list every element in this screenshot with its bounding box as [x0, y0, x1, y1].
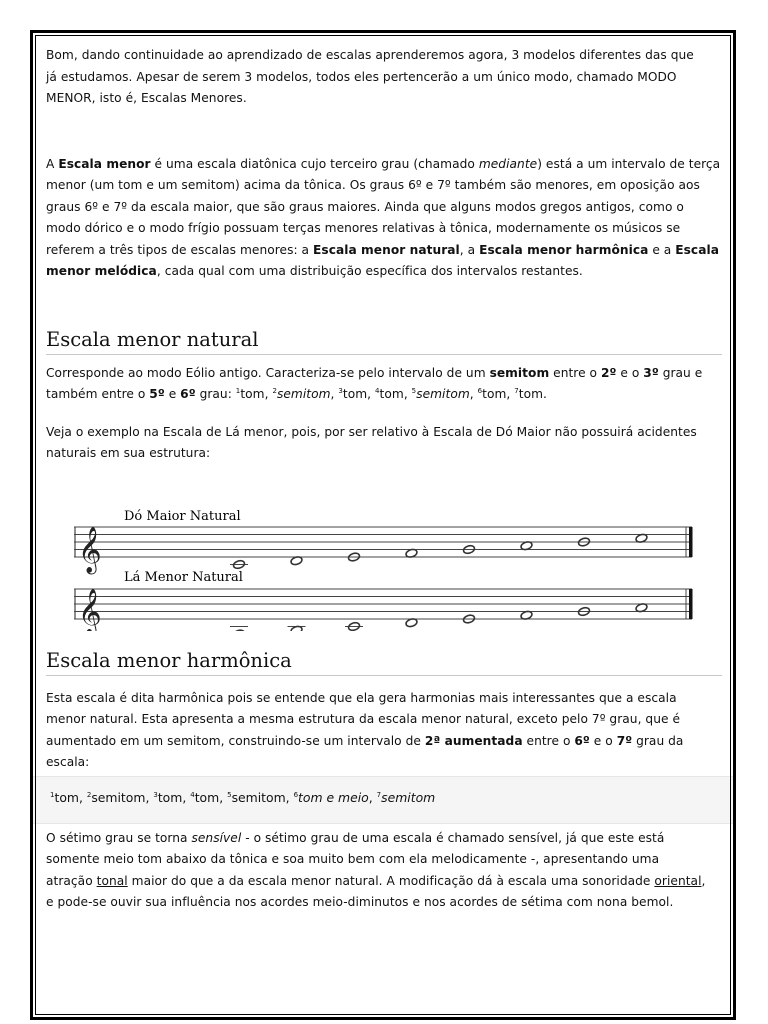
- definition-paragraph: A Escala menor é uma escala diatônica cujo terceiro grau (chamado mediante) está a um intervalo de terça menor (um tom e um semitom) acima da tônica. Os graus 6º e 7º também são menores, em oposição aos graus 6º e 7º da escala maior, que são graus maiores. Ainda que alguns modos gregos antigos, como o modo dórico e o modo frígio possuam terças menores relativas à tônica, modernamente os músicos se referem a três tipos de escalas menores: a Escala menor natural, a Escala menor harmônica e a Escala menor melódica, cada qual com uma distribuição específica dos intervalos restantes.: [46, 156, 721, 278]
- whole-note: [233, 628, 246, 630]
- step-interval: tom: [518, 387, 544, 401]
- step-interval: tom: [157, 789, 183, 805]
- step-number: 1: [50, 790, 55, 799]
- step-interval: tom e meio: [298, 789, 369, 805]
- step-number: 6: [477, 386, 483, 395]
- harmonic-heading: Escala menor harmônica: [46, 649, 722, 676]
- step-interval: tom: [342, 387, 368, 401]
- sensitive-paragraph: O sétimo grau se torna sensível - o sétimo grau de uma escala é chamado sensível, já que este está somente meio tom abaixo da tônica e soa muito bem com ela melodicamente -, apresentando uma atração tonal maior do que a da escala menor natural. A modificação dá à escala uma sonoridade oriental, e pode-se ouvir sua influência nos acordes meio-diminutos e nos acordes de sétima com nona bemol.: [46, 830, 706, 909]
- natural-heading: Escala menor natural: [46, 328, 722, 355]
- step-interval: tom: [379, 387, 404, 401]
- treble-clef-icon: 𝄞: [78, 588, 102, 631]
- step-interval: semitom: [231, 789, 286, 805]
- step-number: 7: [514, 386, 519, 395]
- document-content: [46, 45, 722, 914]
- harmonic-step-list: $^1$tom, $^2$semitom, $^3$tom, $^4$tom, $^5$semitom, $^6$tom e meio, $^7$semitom: [50, 789, 436, 805]
- natural-step-list: $^1$tom, $^2$semitom, $^3$tom, $^4$tom, $^5$semitom, $^6$tom, $^7$tom.: [235, 386, 547, 401]
- step-number: 4: [190, 790, 195, 799]
- intro-paragraph: Bom, dando continuidade ao aprendizado de escalas aprenderemos agora, 3 modelos diferentes das que já estudamos. Apesar de serem 3 modelos, todos eles pertencerão a um único modo, chamado MODO MENOR, isto é, Escalas Menores.: [46, 48, 694, 105]
- step-number: 7: [376, 790, 382, 799]
- harmonic-step-box: [33, 776, 733, 824]
- whole-note: [290, 625, 303, 631]
- harmonic-paragraph: Esta escala é dita harmônica pois se entende que ela gera harmonias mais interessantes que a escala menor natural. Esta apresenta a mesma estrutura da escala menor natural, exceto pelo 7º grau, que é aumentado em um semitom, construindo-se um intervalo de 2ª aumentada entre o 6º e o 7º grau da escala:: [46, 690, 684, 769]
- natural-paragraph: Corresponde ao modo Eólio antigo. Caracteriza-se pelo intervalo de um semitom entre o 2º e o 3º grau e também entre o 5º e 6º grau: $^1$tom, $^2$semitom, $^3$tom, $^4$tom, $^5$semitom, $^6$tom, $^7$tom.: [46, 365, 703, 401]
- step-number: 4: [375, 386, 380, 395]
- step-number: 2: [272, 386, 277, 395]
- step-number: 5: [411, 386, 417, 395]
- example-paragraph: Veja o exemplo na Escala de Lá menor, pois, por ser relativo à Escala de Dó Maior não possuirá acidentes naturais em sua estrutura:: [46, 424, 697, 460]
- staff2: [74, 589, 693, 631]
- final-thick-barline: [689, 527, 693, 557]
- step-number: 2: [86, 790, 92, 799]
- step-interval: tom: [240, 387, 265, 401]
- step-interval: semitom: [381, 789, 436, 805]
- step-number: 3: [338, 386, 343, 395]
- treble-clef-icon: 𝄞: [78, 526, 102, 573]
- step-number: 6: [293, 790, 299, 799]
- staff1: [74, 527, 693, 575]
- staff2-label: Lá Menor Natural: [124, 569, 243, 585]
- step-interval: semitom: [276, 387, 331, 401]
- step-number: 1: [235, 386, 241, 395]
- page-frame: [30, 30, 736, 1020]
- step-number: 5: [227, 790, 232, 799]
- music-example: [74, 501, 694, 631]
- step-interval: semitom: [91, 789, 146, 805]
- staff1-label: Dó Maior Natural: [124, 508, 241, 524]
- step-number: 3: [153, 790, 158, 799]
- staff-notation: [74, 501, 704, 631]
- step-interval: tom: [54, 789, 79, 805]
- step-interval: tom: [194, 789, 220, 805]
- step-interval: semitom: [416, 387, 470, 401]
- step-interval: tom: [482, 387, 507, 401]
- final-thick-barline: [689, 589, 693, 619]
